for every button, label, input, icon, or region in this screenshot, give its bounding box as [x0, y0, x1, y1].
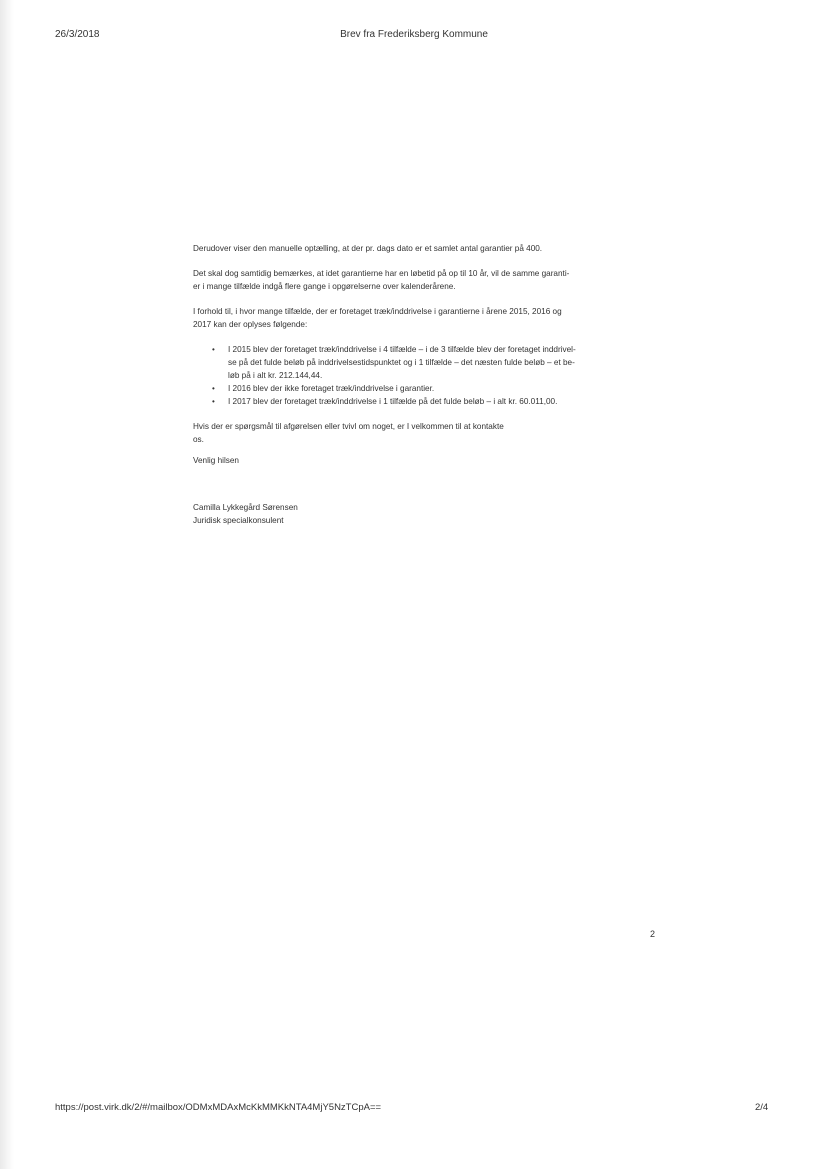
footer-url: https://post.virk.dk/2/#/mailbox/ODMxMDAxMcKkMMKkNTA4MjY5NzTCpA==	[55, 1102, 382, 1113]
letter-page-number: 2	[650, 929, 656, 939]
list-item-2015-line-1: I 2015 blev der foretaget træk/inddrivelse i 4 tilfælde – i de 3 tilfælde blev der foretaget inddrivel-	[228, 345, 576, 354]
list-item-2015-line-3: løb på i alt kr. 212.144,44.	[228, 371, 323, 380]
signer-name: Camilla Lykkegård Sørensen	[193, 503, 298, 512]
paragraph-intro-line-1: I forhold til, i hvor mange tilfælde, der er foretaget træk/inddrivelse i garantierne i årene 2015, 2016 og	[193, 307, 562, 316]
paragraph-count: Derudover viser den manuelle optælling, at der pr. dags dato er et samlet antal garantier på 400.	[193, 244, 543, 253]
list-item-2015-line-2: se på det fulde beløb på inddrivelsestidspunktet og i 1 tilfælde – det næsten fulde beløb – et be-	[228, 358, 575, 367]
print-title: Brev fra Frederiksberg Kommune	[340, 29, 488, 40]
closing-greeting: Venlig hilsen	[193, 456, 239, 465]
paragraph-contact-line-2: os.	[193, 435, 204, 444]
list-item-2016: • I 2016 blev der ikke foretaget træk/inddrivelse i garantier.	[228, 382, 665, 395]
paragraph-note-line-2: er i mange tilfælde indgå flere gange i opgørelserne over kalenderårene.	[193, 282, 456, 291]
paragraph-intro	[193, 305, 665, 331]
signer-title: Juridisk specialkonsulent	[193, 516, 284, 525]
paragraph-contact	[193, 420, 593, 446]
paragraph-note-line-1: Det skal dog samtidig bemærkes, at idet garantierne har en løbetid på op til 10 år, vil de samme garanti-	[193, 269, 570, 278]
scan-edge-shadow	[0, 0, 14, 1169]
print-date: 26/3/2018	[55, 29, 100, 40]
paragraph-note	[193, 267, 665, 293]
footer-page-count: 2/4	[755, 1102, 769, 1113]
list-item-2017: • I 2017 blev der foretaget træk/inddrivelse i 1 tilfælde på det fulde beløb – i alt kr. 60.011,00.	[228, 395, 665, 408]
bullet-list	[193, 343, 665, 408]
letter-body	[193, 242, 665, 527]
list-item-2015	[228, 343, 665, 382]
paragraph-contact-line-1: Hvis der er spørgsmål til afgørelsen eller tvivl om noget, er I velkommen til at kontakte	[193, 422, 504, 431]
paragraph-intro-line-2: 2017 kan der oplyses følgende:	[193, 320, 308, 329]
